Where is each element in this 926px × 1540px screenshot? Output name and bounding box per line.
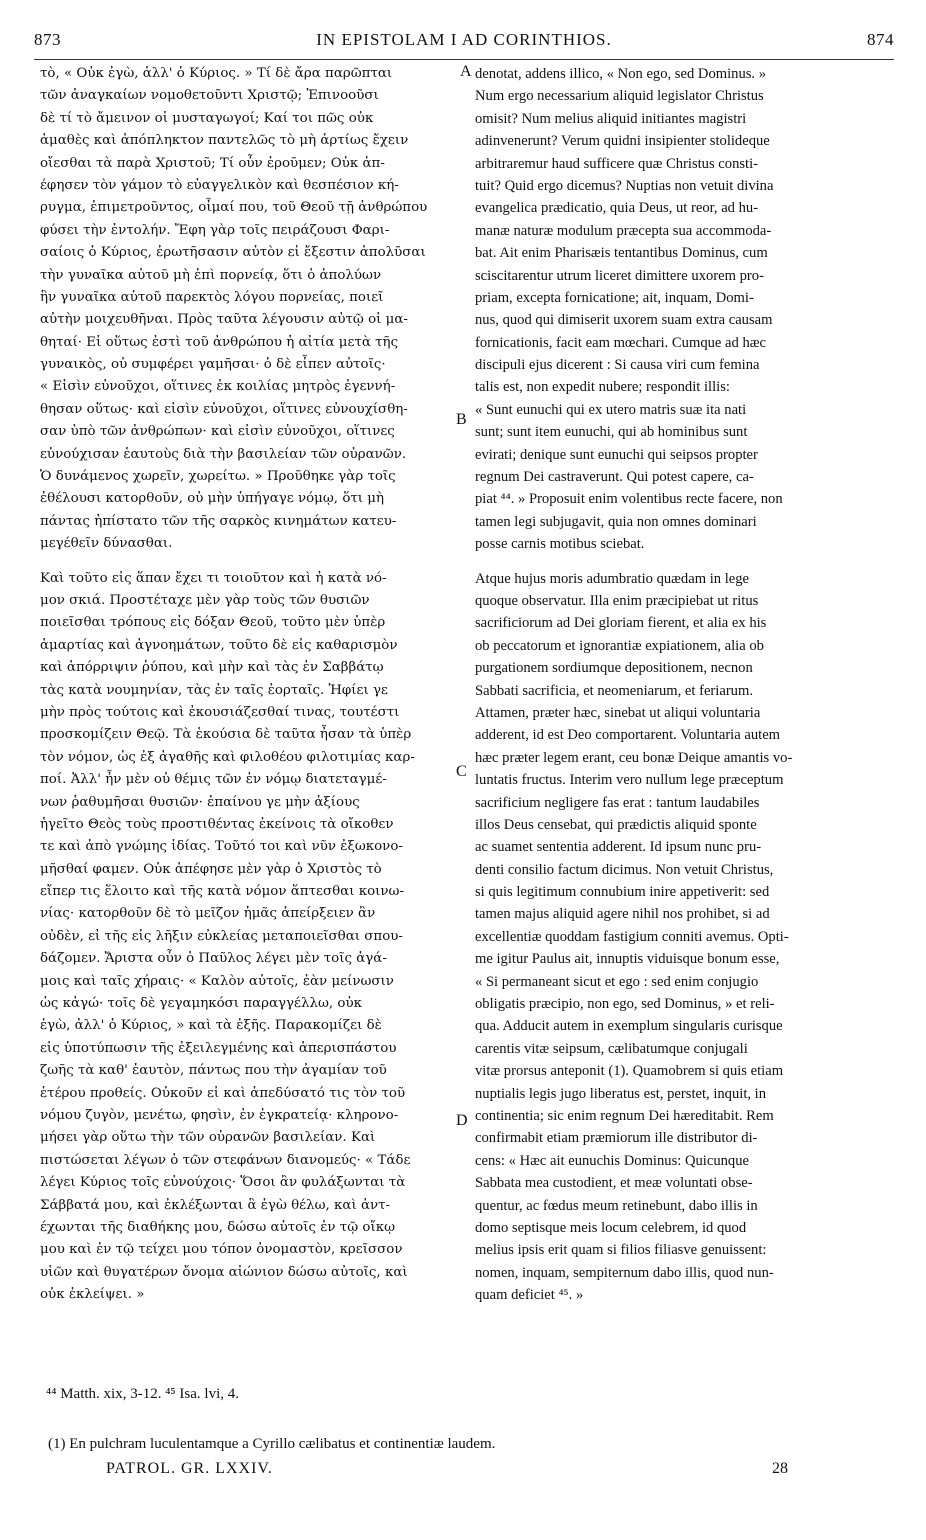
latin-text-line: adderent, id est Deo comportarent. Voluntaria autem — [475, 727, 781, 744]
latin-text-line: denotat, addens illico, « Non ego, sed Dominus. » — [475, 66, 767, 82]
header-rule — [34, 59, 894, 60]
greek-text-line: Ὁ δυνάμενος χωρεῖν, χωρείτω. » Προῦθηκε γὰρ τοῖς — [40, 469, 396, 485]
footnote: (1) En pulchram luculentamque a Cyrillo cælibatus et continentiæ laudem. — [48, 1436, 496, 1452]
greek-text-line: γυναικὸς, οὐ συμφέρει γαμῆσαι· ὁ δὲ εἶπεν αὐτοῖς· — [40, 357, 386, 373]
greek-text-line: μῆσθαί φαμεν. Οὐκ ἀπέφησε μὲν γὰρ ὁ Χριστὸς τὸ — [40, 861, 382, 877]
latin-column — [475, 63, 893, 1306]
greek-text-line: Καὶ τοῦτο εἰς ἅπαν ἔχει τι τοιοῦτον καὶ ἡ κατὰ νό- — [40, 570, 387, 586]
running-title: IN EPISTOLAM I AD CORINTHIOS. — [316, 30, 612, 49]
greek-text-line: εὐνούχισαν ἑαυτοὺς διὰ τὴν βασιλείαν τῶν οὐρανῶν. — [40, 446, 407, 462]
greek-text-line: μεγέθεῖν δύνασθαι. — [40, 536, 173, 552]
greek-text-line: προσκομίζειν Θεῷ. Τὰ ἑκούσια δὲ ταῦτα ἦσαν τὰ ὑπὲρ — [40, 727, 412, 743]
page-number-right: 874 — [867, 30, 894, 49]
greek-text-line: θησαν οὕτως· καὶ εἰσὶν εὐνοῦχοι, οἵτινες εὐνουχίσθη- — [40, 401, 408, 417]
latin-text-line: me igitur Paulus ait, innuptis viduisque bonum esse, — [475, 951, 780, 968]
latin-text-line: piat ⁴⁴. » Proposuit enim volentibus recte facere, non — [475, 491, 783, 508]
greek-text-line: ἡγεῖτο Θεὸς τοὺς προστιθέντας ἐκείνοις τὰ οἴκοθεν — [40, 816, 394, 832]
greek-text-line: μὴν πρὸς τούτοις καὶ ἐκουσιάζεσθαί τινας, τουτέστι — [40, 704, 400, 720]
greek-text-line: τῶν ἀναγκαίων νομοθετοῦντι Χριστῷ; Ἐπινοοῦσι — [40, 88, 379, 104]
greek-text-line: σαίοις ὁ Κύριος, ἐρωτῆσασιν αὐτὸν εἰ ἔξεστιν ἀπολῦσαι — [40, 245, 426, 261]
greek-text-line: ἁμαρτίας καὶ ἀγνοημάτων, τοῦτο δὲ εἰς καθαρισμὸν — [40, 637, 398, 653]
latin-text-line: sciscitarentur utrum liceret dimittere uxorem pro- — [475, 267, 764, 284]
greek-text-line: οὐδὲν, εἰ τῆς εἰς λῆξιν εὐκλείας μεταποιεῖσθαι σπου- — [40, 928, 403, 944]
latin-text-line: regnum Dei castraverunt. Qui potest capere, ca- — [475, 469, 754, 486]
greek-text-line: ρυγμα, ἐπιμετροῦντος, οἶμαί που, τοῦ Θεοῦ τῇ ἀνθρώπου — [40, 200, 428, 216]
latin-text-line: quam deficiet ⁴⁵. » — [475, 1287, 584, 1304]
greek-text-line: αὐτὴν μοιχευθῆναι. Πρὸς ταῦτα λέγουσιν αὐτῷ οἱ μα- — [40, 312, 408, 328]
series-signature: PATROL. GR. LXXIV. — [106, 1460, 273, 1477]
latin-text-line: confirmabit etiam præmiorum ille distributor di- — [475, 1130, 758, 1147]
latin-text-line: Num ergo necessarium aliquid legislator Christus — [475, 88, 764, 105]
latin-text-line: vitæ prorsus anteponit (1). Quamobrem si quis etiam — [475, 1063, 784, 1080]
latin-text-line: manæ naturæ modulum præcepta sua accommoda- — [475, 222, 772, 239]
latin-text-line: nomen, inquam, sempiternum dabo illis, quod nun- — [475, 1264, 774, 1281]
latin-text-line: « Sunt eunuchi qui ex utero matris suæ ita nati — [475, 401, 747, 418]
greek-text-line: Σάββατά μου, καὶ ἐκλέξωνται ἃ ἐγὼ θέλω, καὶ ἀντ- — [40, 1197, 391, 1213]
latin-text-line: carentis vitæ seipsum, cælibatumque conjugali — [475, 1040, 748, 1057]
latin-text-line: omisit? Num melius aliquid initiantes magistri — [475, 110, 747, 127]
latin-text-line: adinvenerunt? Verum quidni insipienter stolideque — [475, 133, 770, 150]
greek-text-line: τὴν γυναῖκα αὐτοῦ μὴ ἐπὶ πορνείᾳ, ὅτι ὁ ἀπολύων — [40, 267, 382, 283]
latin-text-line: obligatis præcipio, non ego, sed Dominus, » et reli- — [475, 996, 775, 1013]
latin-text-line: tuit? Quid ergo dicemus? Nuptias non vetuit divina — [475, 177, 774, 194]
latin-text-line: Attamen, præter hæc, sinebat ut aliqui voluntaria — [475, 704, 761, 721]
paragraph-break — [40, 556, 458, 568]
latin-text-line: qua. Adducit autem in exemplum singularis curisque — [475, 1018, 783, 1035]
latin-text-line: bat. Ait enim Pharisæis tentantibus Dominus, cum — [475, 245, 768, 262]
greek-text-line: ποιεῖσθαι τρόπους εἰς δόξαν Θεοῦ, τοῦτο μὲν ὑπὲρ — [40, 615, 386, 631]
greek-text-line: οὐκ ἐκλείψει. » — [40, 1287, 145, 1303]
greek-text-line: έχωνται τῆς διαθήκης μου, δώσω αὐτοῖς ἐν τῷ οἴκῳ — [40, 1219, 395, 1235]
latin-text-line: priam, excepta fornicatione; ait, inquam, Domi- — [475, 289, 754, 306]
latin-text-line: Sabbata mea custodient, et meæ voluntati obse- — [475, 1175, 753, 1192]
latin-text-line: posse carnis motibus sciebat. — [475, 536, 645, 553]
latin-text-line: evirati; denique sunt eunuchi qui seipsos propter — [475, 446, 758, 463]
greek-text-line: καὶ ἀπόρριψιν ῥύπου, καὶ μὴν καὶ τὰς ἐν Σαββάτῳ — [40, 660, 384, 676]
latin-text-line: domo septisque meis locum celebrem, id quod — [475, 1219, 747, 1236]
greek-text-line: υἱῶν καὶ θυγατέρων ὄνομα αἰώνιον δώσω αὐτοῖς, καὶ — [40, 1264, 408, 1280]
latin-text-line: evangelica prædicatio, quia Deus, ut reor, ad hu- — [475, 200, 759, 217]
greek-text-line: τὸ, « Οὐκ ἐγὼ, ἀλλ' ὁ Κύριος. » Τί δὲ ἄρα παρῶπται — [40, 66, 393, 81]
greek-text-line: έφησεν τὸν γάμον τὸ εὐαγγελικὸν καὶ θεσπέσιον κή- — [40, 177, 399, 193]
section-marker-b: B — [456, 411, 467, 428]
latin-text-line: melius ipsis erit quam si filios filiasve genuissent: — [475, 1242, 767, 1259]
latin-text-line: talis est, non expedit nubere; respondit illis: — [475, 379, 730, 396]
latin-text-line: illos Deus censebat, qui prædictis aliquid sponte — [475, 816, 757, 833]
latin-text-line: sacrificiorum ad Dei gloriam fierent, et alia ex his — [475, 615, 767, 632]
greek-text-line: ἑτέρου προθείς. Οὐκοῦν εἰ καὶ ἀπεδύσατό τις τὸν τοῦ — [40, 1085, 406, 1101]
latin-text-line: nus, quod qui dimiserit uxorem suam extra causam — [475, 312, 773, 329]
greek-text-line: ἀμαθὲς καὶ ἀπόπληκτον παντελῶς τὸ μὴ ἀρτίως ἔχειν — [40, 133, 409, 149]
latin-text-line: tamen majus aliquid agere nihil nos prohibet, si ad — [475, 906, 770, 923]
latin-text-line: excellentiæ quoddam fastigium conniti avemus. Opti- — [475, 928, 789, 945]
greek-text-line: ἐθέλουσι κατορθοῦν, οὐ μὴν ὑπήγαγε νόμῳ, ὅτι μὴ — [40, 491, 385, 507]
running-header — [34, 30, 894, 56]
latin-text-line: quentur, ac fœdus meum retinebunt, dabo illis in — [475, 1197, 758, 1214]
greek-text-line: πάντας ἠπίστατο τῶν τῆς σαρκὸς κινημάτων κατευ- — [40, 513, 397, 529]
greek-text-line: μήσει γὰρ οὕτω τὴν τῶν οὐρανῶν βασιλείαν. Καὶ — [40, 1130, 376, 1146]
greek-text-line: λέγει Κύριος τοῖς εὐνούχοις· Ὅσοι ἂν φυλάξωνται τὰ — [40, 1175, 406, 1191]
paragraph-break — [475, 556, 893, 568]
greek-text-line: εἴπερ τις ἕλοιτο καὶ τῆς κατὰ νόμον ἅπτεσθαι κοινω- — [40, 884, 404, 900]
greek-text-line: ὡς κἀγώ· τοῖς δὲ γεγαμηκόσι παραγγέλλω, οὐκ — [40, 996, 362, 1012]
greek-text-line: μοις καὶ ταῖς χήραις· « Καλὸν αὐτοῖς, ἐὰν μείνωσιν — [40, 973, 394, 989]
latin-text-line: ac suamet sententia adderent. Id ipsum nunc pru- — [475, 839, 762, 856]
greek-text-line: οἴεσθαι τὰ παρὰ Χριστοῦ; Τί οὖν ἐροῦμεν; Οὐκ ἀπ- — [40, 155, 385, 171]
latin-text-line: arbitraremur haud sufficere quæ Christus consti- — [475, 155, 759, 172]
latin-text-line: ob peccatorum et ignorantiæ expiationem, alia ob — [475, 637, 764, 654]
greek-text-line: μου καὶ ἐν τῷ τείχει μου τόπον ὀνομαστὸν, κρεῖσσον — [40, 1242, 403, 1258]
greek-text-line: εἰς ὑποτύπωσιν τῆς ἐξειλεγμένης καὶ ἀπερισπάστου — [40, 1040, 397, 1056]
greek-text-line: ποί. Ἀλλ' ἦν μὲν οὐ θέμις τῶν ἐν νόμῳ διατεταγμέ- — [40, 772, 387, 788]
latin-text-line: cens: « Hæc ait eunuchis Dominus: Quicunque — [475, 1152, 749, 1169]
greek-text-line: νων ῥαθυμῆσαι θυσιῶν· ἐπαίνου γε μὴν ἀξίους — [40, 794, 360, 810]
greek-text-line: ζωῆς τὰ καθ' ἑαυτὸν, πάντως που τὴν ἀγαμίαν τοῦ — [40, 1063, 387, 1079]
latin-text-line: sacrificium negligere fas erat : tantum laudabiles — [475, 794, 760, 811]
greek-text-line: πιστώσεται λέγων ὁ τῶν στεφάνων διανομεύς· « Τάδε — [40, 1152, 411, 1168]
latin-text-line: fornicationis, facit eam mœchari. Cumque ad hæc — [475, 334, 766, 351]
greek-text-line: σαν ὑπὸ τῶν ἀνθρώπων· καὶ εἰσὶν εὐνοῦχοι, οἵτινες — [40, 424, 395, 440]
section-marker-d: D — [456, 1112, 468, 1129]
greek-text-line: δὲ τί τὸ ἄμεινον οἱ μυσταγωγοί; Καί τοι πῶς οὐκ — [40, 110, 374, 126]
greek-text-line: τὸν νόμον, ὡς ἐξ ἀγαθῆς καὶ φιλοθέου φιλοτιμίας καρ- — [40, 749, 415, 765]
latin-text-line: sunt; sunt item eunuchi, qui ab hominibus sunt — [475, 424, 748, 441]
greek-text-line: δάζομεν. Ἄριστα οὖν ὁ Παῦλος λέγει μὲν τοῖς ἀγά- — [40, 951, 387, 967]
latin-text-line: Sabbati sacrificia, et neomeniarum, et feriarum. — [475, 682, 753, 699]
latin-text-line: luntatis fructus. Interim vero nullum lege præceptum — [475, 772, 784, 789]
page-number-left: 873 — [34, 30, 61, 49]
greek-text-line: μον σκιά. Προστέταχε μὲν γὰρ τοὺς τῶν θυσιῶν — [40, 592, 370, 608]
greek-text-line: τε καὶ ἀπὸ γνώμης ἰδίας. Τοῦτό τοι καὶ νῦν ἐξωκονο- — [40, 839, 403, 855]
greek-text-line: ἣν γυναῖκα αὐτοῦ παρεκτὸς λόγου πορνείας, ποιεῖ — [40, 289, 384, 305]
greek-column — [40, 63, 458, 1306]
latin-text-line: tamen legi subjugavit, quia non omnes dominari — [475, 513, 757, 530]
greek-text-line: « Εἰσὶν εὐνοῦχοι, οἵτινες ἐκ κοιλίας μητρὸς ἐγεννή- — [40, 379, 396, 395]
latin-text-line: denti consilio factum dicimus. Non vetuit Christus, — [475, 861, 774, 878]
latin-text-line: discipuli ejus dicerent : Si causa viri cum femina — [475, 357, 760, 374]
latin-text-line: quoque observatur. Illa enim præcipiebat ut ritus — [475, 592, 759, 609]
latin-text-line: purgationem sordiumque depositionem, necnon — [475, 660, 753, 677]
greek-text-line: νίας· κατορθοῦν δὲ τὸ μεῖζον ἡμᾶς ἀπείρξειεν ἂν — [40, 906, 376, 922]
greek-text-line: νόμου ζυγὸν, μενέτω, φησὶν, ἐν ἐγκρατείᾳ· κληρονο- — [40, 1107, 399, 1123]
section-marker-c: C — [456, 763, 467, 780]
latin-text-line: Atque hujus moris adumbratio quædam in lege — [475, 570, 749, 587]
section-marker-a: A — [460, 63, 472, 80]
latin-text-line: nuptialis legis jugo liberatus est, perstet, inquit, in — [475, 1085, 767, 1102]
greek-text-line: φύσει τὴν ἐντολήν. Ἔφη γὰρ τοῖς πειράζουσι Φαρι- — [40, 222, 390, 238]
scripture-notes: ⁴⁴ Matth. xix, 3-12. ⁴⁵ Isa. lvi, 4. — [46, 1386, 239, 1402]
greek-text-line: θηταί· Εἰ οὕτως ἐστὶ τοῦ ἀνθρώπου ἡ αἰτία μετὰ τῆς — [40, 334, 399, 350]
latin-text-line: « Si permaneant sicut et ego : sed enim conjugio — [475, 973, 759, 990]
greek-text-line: τὰς κατὰ νουμηνίαν, τὰς ἐν ταῖς ἑορταῖς. Ἠφίει γε — [40, 682, 388, 698]
latin-text-line: hæc præter legem erant, ceu bonæ Deique amantis vo- — [475, 749, 793, 766]
greek-text-line: ἐγὼ, ἀλλ' ὁ Κύριος, » καὶ τὰ ἑξῆς. Παρακομίζει δὲ — [40, 1018, 382, 1034]
latin-text-line: continentia; sic enim regnum Dei hæreditabit. Rem — [475, 1107, 774, 1124]
sheet-number: 28 — [772, 1460, 788, 1477]
latin-text-line: si quis legitimum connubium inire appetiverit: sed — [475, 884, 770, 901]
